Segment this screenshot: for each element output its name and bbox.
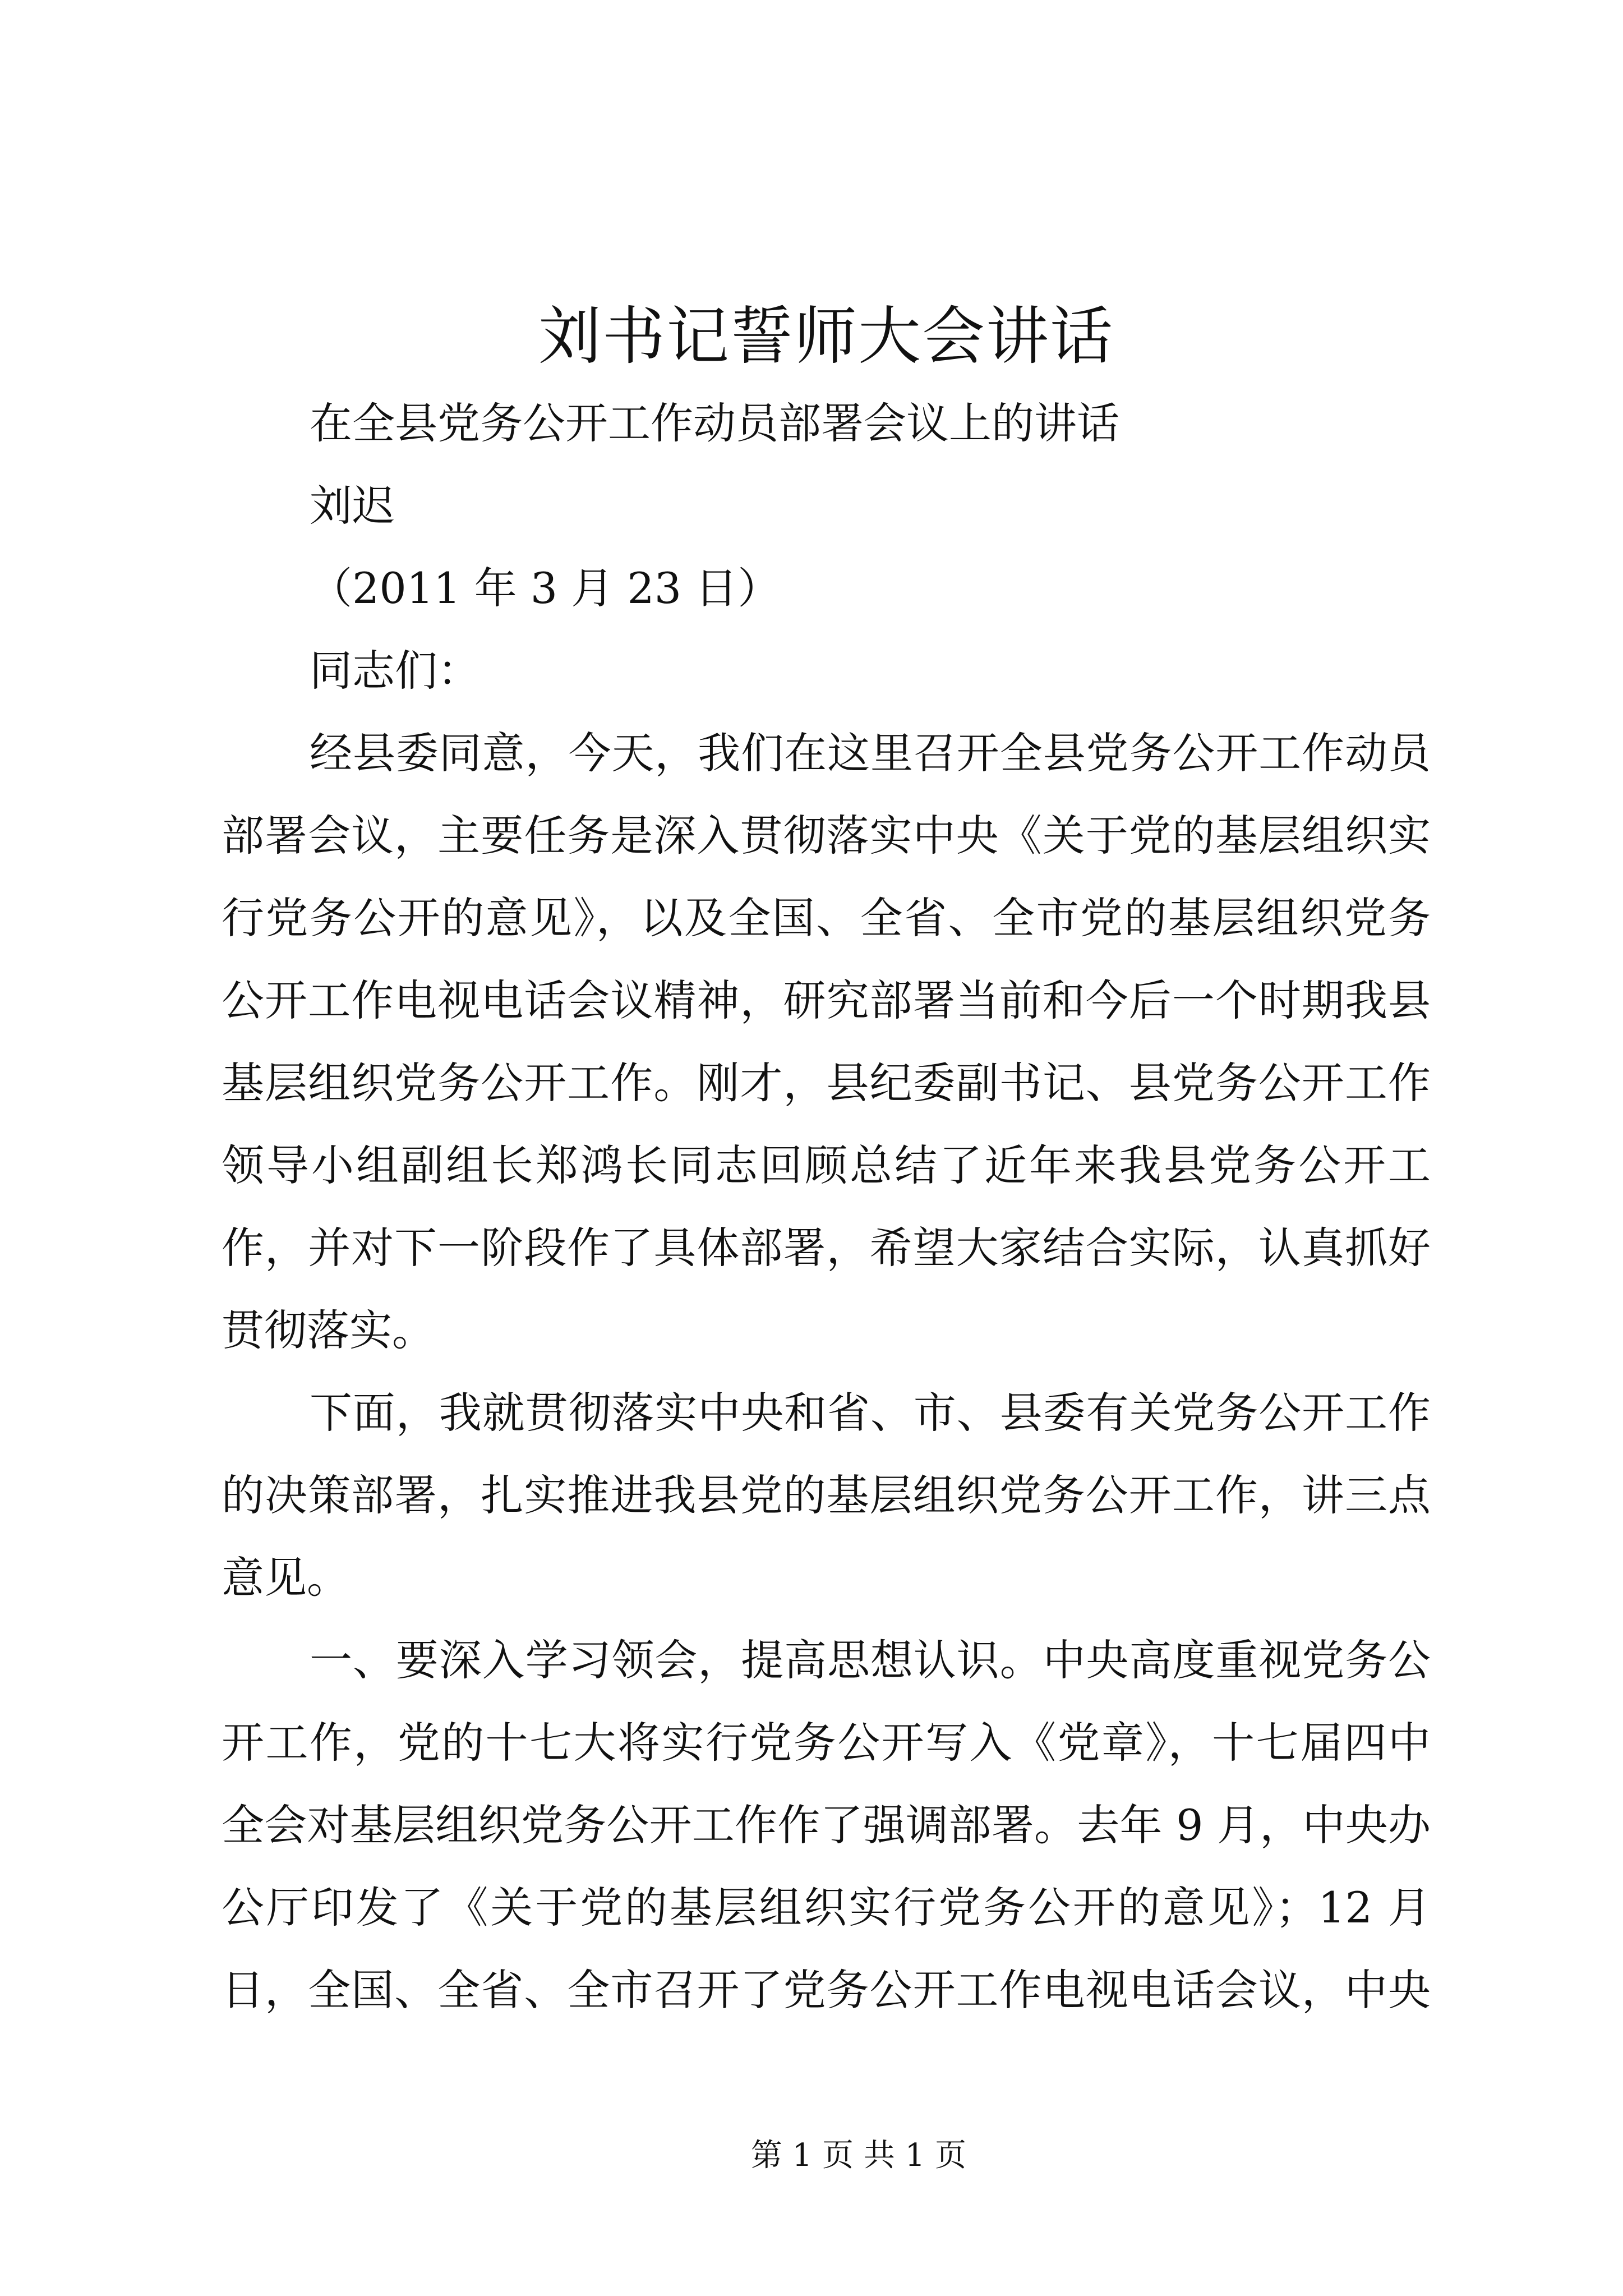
paragraph-3-line: 日，全国、全省、全市召开了党务公开工作电视电话会议，中央 [222, 1965, 1431, 2015]
paragraph-1-line: 贯彻落实。 [222, 1305, 435, 1355]
paragraph-1-line: 领导小组副组长郑鸿长同志回顾总结了近年来我县党务公开工 [222, 1140, 1431, 1190]
paragraph-1-line: 行党务公开的意见》，以及全国、全省、全市党的基层组织党务 [222, 893, 1431, 943]
paragraph-1-line: 作，并对下一阶段作了具体部署，希望大家结合实际，认真抓好 [222, 1223, 1431, 1273]
page-number-footer: 第 1 页 共 1 页 [750, 2137, 967, 2174]
paragraph-2-line: 下面，我就贯彻落实中央和省、市、县委有关党务公开工作 [310, 1388, 1431, 1438]
paragraph-1-line: 基层组织党务公开工作。刚才，县纪委副书记、县党务公开工作 [222, 1058, 1431, 1108]
paragraph-3-line: 一、要深入学习领会，提高思想认识。中央高度重视党务公 [310, 1635, 1431, 1685]
paragraph-2-line: 意见。 [222, 1553, 349, 1603]
paragraph-1-line: 经县委同意，今天，我们在这里召开全县党务公开工作动员 [310, 728, 1431, 778]
speaker-name: 刘迟 [310, 481, 395, 531]
paragraph-3-line: 全会对基层组织党务公开工作作了强调部署。去年 9 月，中央办 [222, 1800, 1431, 1850]
paragraph-3-line: 公厅印发了《关于党的基层组织实行党务公开的意见》；12 月 [222, 1883, 1431, 1932]
paragraph-1-line: 公开工作电视电话会议精神，研究部署当前和今后一个时期我县 [222, 976, 1431, 1025]
paragraph-3-line: 开工作，党的十七大将实行党务公开写入《党章》，十七届四中 [222, 1718, 1431, 1768]
paragraph-2-line: 的决策部署，扎实推进我县党的基层组织党务公开工作，讲三点 [222, 1470, 1431, 1520]
speech-date: （2011 年 3 月 23 日） [310, 563, 781, 613]
document-body [222, 382, 1431, 2031]
salutation: 同志们： [310, 646, 480, 696]
paragraph-1-line: 部署会议，主要任务是深入贯彻落实中央《关于党的基层组织实 [222, 811, 1431, 861]
speech-subtitle: 在全县党务公开工作动员部署会议上的讲话 [310, 398, 1119, 448]
document-title: 刘书记誓师大会讲话 [538, 300, 1114, 373]
